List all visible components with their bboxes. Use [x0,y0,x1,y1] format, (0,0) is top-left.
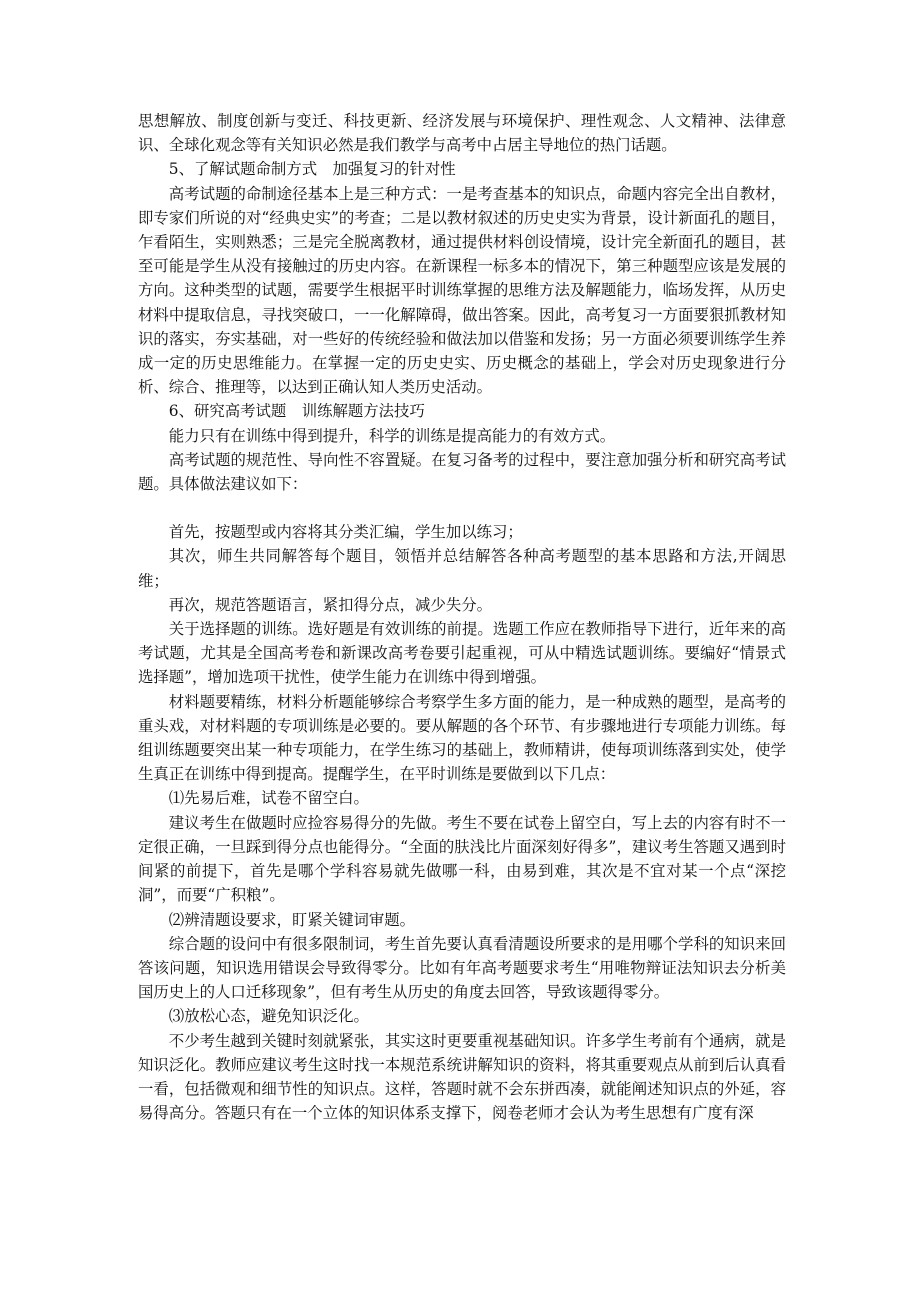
paragraph-tip-3: 不少考生越到关键时刻就紧张，其实这时更要重视基础知识。许多学生考前有个通病，就是知识泛化。教师应建议考生这时找一本规范系统讲解知识的资料，将其重要观点从前到后认真看一看，包括微观和细节性的知识点。这样，答题时就不会东拼西凑，就能阐述知识点的外延，容易得高分。答题只有在一个立体的知识体系支撑下，阅卷老师才会认为考生思想有广度有深 [138,1031,786,1123]
blank-line [138,496,786,520]
paragraph-ability-training: 能力只有在训练中得到提升，科学的训练是提高能力的有效方式。 [168,426,616,445]
paragraph-topics: 思想解放、制度创新与变迁、科技更新、经济发展与环境保护、理性观念、人文精神、法律意识、全球化观念等有关知识必然是我们教学与高考中占居主导地位的热门话题。 [138,112,786,155]
paragraph-material-questions: 材料题要精练，材料分析题能够综合考察学生多方面的能力，是一种成熟的题型，是高考的重头戏，对材料题的专项训练是必要的。要从解题的各个环节、有步骤地进行专项能力训练。每组训练题要突出某一种专项能力，在学生练习的基础上，教师精讲，使每项训练落到实处，使学生真正在训练中得到提高。提醒学生，在平时训练是要做到以下几点： [138,692,786,784]
section-heading-5: 5、了解试题命制方式 加强复习的针对性 [168,160,456,179]
paragraph-step-first: 首先，按题型或内容将其分类汇编，学生加以练习； [168,523,523,542]
section-heading-6: 6、研究高考试题 训练解题方法技巧 [168,402,425,421]
paragraph-tip-1: 建议考生在做题时应捡容易得分的先做。考生不要在试卷上留空白，写上去的内容有时不一定很正确，一旦踩到得分点也能得分。“全面的肤浅比片面深刻好得多”，建议考生答题又遇到时间紧的前提下，首先是哪个学科容易就先做哪一科，由易到难，其次是不宜对某一个点“深挖洞”，而要“广积粮”。 [138,813,786,905]
tip-heading-1: ⑴先易后难，试卷不留空白。 [168,789,369,808]
paragraph-tip-2: 综合题的设问中有很多限制词，考生首先要认真看清题设所要求的是用哪个学科的知识来回答该问题，知识选用错误会导致得零分。比如有年高考题要求考生“用唯物辩证法知识去分析美国历史上的人口迁移现象”，但有考生从历史的角度去回答，导致该题得零分。 [138,934,786,1002]
paragraph-choice-questions: 关于选择题的训练。选好题是有效训练的前提。选题工作应在教师指导下进行，近年来的高考试题，尤其是全国高考卷和新课改高考卷要引起重视，可从中精选试题训练。要编好“情景式选择题”，增加选项干扰性，使学生能力在训练中得到增强。 [138,620,786,687]
paragraph-exam-study: 高考试题的规范性、导向性不容置疑。在复习备考的过程中，要注意加强分析和研究高考试题。具体做法建议如下： [138,450,786,494]
paragraph-step-second: 其次，师生共同解答每个题目，领悟并总结解答各种高考题型的基本思路和方法,开阔思维； [138,547,786,590]
paragraph-step-third: 再次，规范答题语言，紧扣得分点，减少失分。 [168,595,493,614]
tip-heading-2: ⑵辨清题设要求，盯紧关键词审题。 [168,910,416,929]
tip-heading-3: ⑶放松心态，避免知识泛化。 [168,1007,369,1026]
document-body [138,109,786,1125]
paragraph-exam-methods: 高考试题的命制途径基本上是三种方式：一是考查基本的知识点，命题内容完全出自教材，即专家们所说的对“经典史实”的考查；二是以教材叙述的历史史实为背景，设计新面孔的题目，乍看陌生，实则熟悉；三是完全脱离教材，通过提供材料创设情境，设计完全新面孔的题目，甚至可能是学生从没有接触过的历史内容。在新课程一标多本的情况下，第三种题型应该是发展的方向。这种类型的试题，需要学生根据平时训练掌握的思维方法及解题能力，临场发挥，从历史材料中提取信息，寻找突破口，一一化解障碍，做出答案。因此，高考复习一方面要狠抓教材知识的落实，夯实基础，对一些好的传统经验和做法加以借鉴和发扬；另一方面必须要训练学生养成一定的历史思维能力。在掌握一定的历史史实、历史概念的基础上，学会对历史现象进行分析、综合、推理等，以达到正确认知人类历史活动。 [138,184,786,397]
